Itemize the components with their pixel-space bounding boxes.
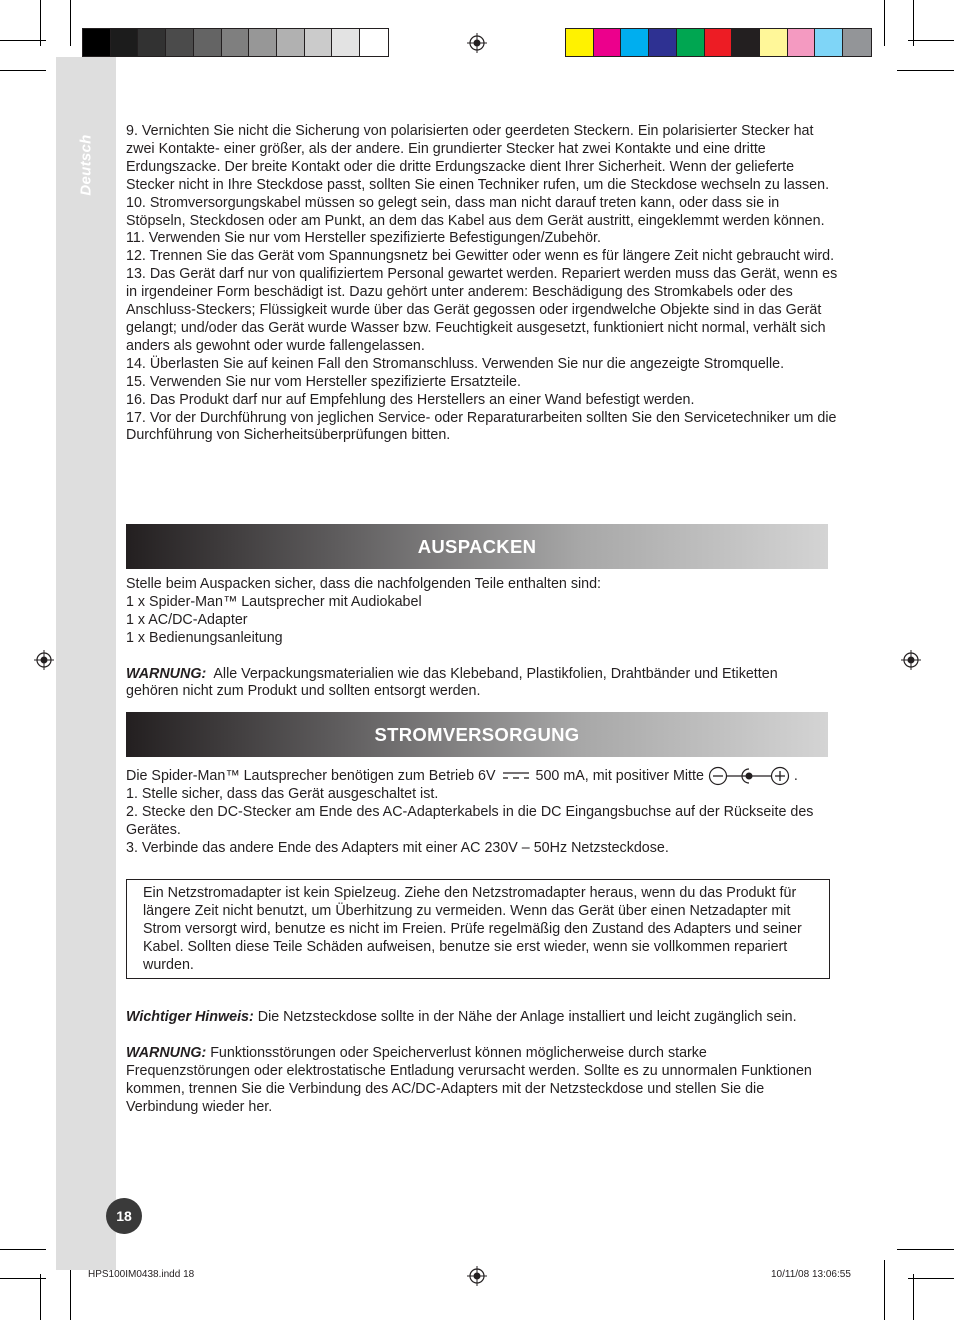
color-swatch — [194, 29, 222, 56]
power-requirement — [126, 766, 842, 786]
crop-mark — [897, 1249, 954, 1250]
color-swatch — [566, 29, 594, 56]
crop-mark — [908, 40, 954, 41]
step-item: 3. Verbinde das andere Ende des Adapters mit einer AC 230V – 50Hz Netzsteckdose. — [126, 839, 669, 856]
auspacken-intro: Stelle beim Auspacken sicher, dass die nachfolgenden Teile enthalten sind: — [126, 576, 602, 592]
important-text: Die Netzsteckdose sollte in der Nähe der Anlage installiert und leicht zugänglich sein. — [257, 1009, 797, 1025]
notes-section — [126, 1009, 826, 1116]
registration-mark-icon — [467, 1266, 487, 1286]
auspacken-section — [126, 576, 832, 701]
crop-mark — [884, 1260, 885, 1320]
warning-label: WARNUNG: — [126, 665, 207, 682]
crop-mark — [897, 70, 954, 71]
crop-mark — [0, 70, 46, 71]
list-item: 1 x Bedienungsanleitung — [126, 629, 283, 646]
stromversorgung-heading: STROMVERSORGUNG — [126, 712, 828, 757]
color-swatch — [332, 29, 360, 56]
crop-mark — [913, 1274, 914, 1320]
warning-label: WARNUNG: — [126, 1044, 207, 1061]
stromversorgung-section — [126, 766, 842, 858]
color-swatch — [305, 29, 333, 56]
color-swatch — [138, 29, 166, 56]
safety-item: 17. Vor der Durchführung von jeglichen Service- oder Reparaturarbeiten sollten Sie den Servicetechniker um die Durchführung von Sicherheitsüberprüfungen bitten. — [126, 409, 837, 444]
polarity-symbol-icon — [708, 766, 790, 786]
list-item: 1 x AC/DC-Adapter — [126, 611, 248, 628]
safety-item: 15. Verwenden Sie nur vom Hersteller spezifizierte Ersatzteile. — [126, 373, 521, 390]
color-swatch — [815, 29, 843, 56]
adapter-notice-text: Ein Netzstromadapter ist kein Spielzeug. Ziehe den Netzstromadapter heraus, wenn du das Produkt für längere Zeit nicht benutzt, um Überhitzung zu vermeiden. Wenn das Gerät über einen Netzadapter mit Strom versorgt wird, benutze es nicht im Freien. Prüfe regelmäßig den Zustand des Adapters und seiner Kabel. Sollten diese Teile Schäden aufweisen, benutze sie erst wieder, wenn sie vollkommen repariert wurden. — [143, 885, 802, 973]
safety-item: 14. Überlasten Sie auf keinen Fall den Stromanschluss. Verwenden Sie nur die angezeigte Stromquelle. — [126, 355, 785, 372]
registration-mark-icon — [901, 650, 921, 670]
color-swatch — [594, 29, 622, 56]
footer-timestamp: 10/11/08 13:06:55 — [771, 1269, 851, 1280]
crop-mark — [0, 40, 46, 41]
crop-mark — [40, 1274, 41, 1320]
color-swatch — [705, 29, 733, 56]
color-swatch — [732, 29, 760, 56]
power-text: . — [793, 767, 798, 784]
safety-item: 9. Vernichten Sie nicht die Sicherung von polarisierten oder geerdeten Steckern. Ein polarisierter Stecker hat zwei Kontakte- einer größer, als der andere. Ein grundierter Stecker hat zwei Kontakte und eine dritte Erdungszacke. Der breite Kontakt oder die dritte Erdungszacke dient Ihrer Sicherheit. Wenn der gelieferte Stecker nicht in Ihre Steckdose passt, sollten Sie einen Techniker rufen, um die Steckdose wechseln zu lassen. — [126, 123, 830, 193]
registration-mark-icon — [34, 650, 54, 670]
important-label: Wichtiger Hinweis: — [126, 1009, 254, 1025]
color-swatch — [360, 29, 388, 56]
color-swatch — [83, 29, 111, 56]
crop-mark — [0, 1249, 46, 1250]
crop-mark — [908, 1278, 954, 1279]
power-text: Die Spider-Man™ Lautsprecher benötigen zum Betrieb 6V — [126, 767, 496, 784]
color-swatch — [621, 29, 649, 56]
important-note — [126, 1009, 826, 1027]
language-label: Deutsch — [77, 134, 95, 196]
auspacken-warning — [126, 666, 832, 702]
step-item: 1. Stelle sicher, dass das Gerät ausgeschaltet ist. — [126, 786, 439, 802]
color-swatch — [760, 29, 788, 56]
registration-mark-icon — [467, 33, 487, 53]
safety-item: 12. Trennen Sie das Gerät vom Spannungsnetz bei Gewitter oder wenn es für längere Zeit nicht gebraucht wird. — [126, 248, 835, 265]
page-number: 18 — [106, 1198, 142, 1234]
warning-text: Alle Verpackungsmaterialien wie das Klebeband, Plastikfolien, Drahtbänder und Etiketten gehören nicht zum Produkt und sollten entsorgt werden. — [126, 665, 778, 700]
dc-symbol-icon — [502, 771, 530, 781]
crop-mark — [70, 0, 71, 46]
safety-instructions — [126, 123, 842, 445]
color-swatch — [111, 29, 139, 56]
warning-note — [126, 1045, 826, 1117]
auspacken-heading: AUSPACKEN — [126, 524, 828, 569]
list-item: 1 x Spider-Man™ Lautsprecher mit Audiokabel — [126, 593, 422, 610]
color-swatch — [222, 29, 250, 56]
power-text: 500 mA, mit positiver Mitte — [535, 767, 704, 784]
process-color-bar — [565, 28, 872, 57]
step-item: 2. Stecke den DC-Stecker am Ende des AC-Adapterkabels in die DC Eingangsbuchse auf der Rückseite des Gerätes. — [126, 803, 814, 838]
safety-item: 11. Verwenden Sie nur vom Hersteller spezifizierte Befestigungen/Zubehör. — [126, 230, 601, 247]
color-swatch — [249, 29, 277, 56]
crop-mark — [884, 0, 885, 46]
color-swatch — [677, 29, 705, 56]
color-swatch — [843, 29, 871, 56]
safety-item: 16. Das Produkt darf nur auf Empfehlung des Herstellers an einer Wand befestigt werden. — [126, 391, 695, 408]
color-swatch — [277, 29, 305, 56]
grayscale-color-bar — [82, 28, 389, 57]
crop-mark — [0, 1278, 46, 1279]
color-swatch — [788, 29, 816, 56]
color-swatch — [166, 29, 194, 56]
safety-item: 10. Stromversorgungskabel müssen so gelegt sein, dass man nicht darauf treten kann, oder dass sie in Stöpseln, Steckdosen oder am Punkt, an dem das Kabel aus dem Gerät austritt, eingeklemmt werden können. — [126, 194, 825, 229]
adapter-notice-box — [126, 879, 830, 979]
color-swatch — [649, 29, 677, 56]
footer-file-name: HPS100IM0438.indd 18 — [88, 1269, 195, 1280]
safety-item: 13. Das Gerät darf nur von qualifiziertem Personal gewartet werden. Repariert werden muss das Gerät, wenn es in irgendeiner Form beschädigt ist. Dazu gehört unter anderem: Beschädigung des Stromkabels oder des Anschluss-Steckers; Flüssigkeit wurde über das Gerät gegossen oder irgendwelche Objekte sind in das Gerät gelangt; und/oder das Gerät wurde Wasser bzw. Feuchtigkeit ausgesetzt, funktioniert nicht normal, verhält sich anders als gewohnt oder wurde fallengelassen. — [126, 266, 838, 354]
warning-text: Funktionsstörungen oder Speicherverlust können möglicherweise durch starke Frequenzstörungen oder elektrostatische Entladung verursacht werden. Sollte es zu unnormalen Funktionen kommen, trennen Sie die Verbindung des AC/DC-Adapters mit der Netzsteckdose und stellen Sie die Verbindung wieder her. — [126, 1044, 812, 1115]
side-tab — [56, 57, 116, 1270]
